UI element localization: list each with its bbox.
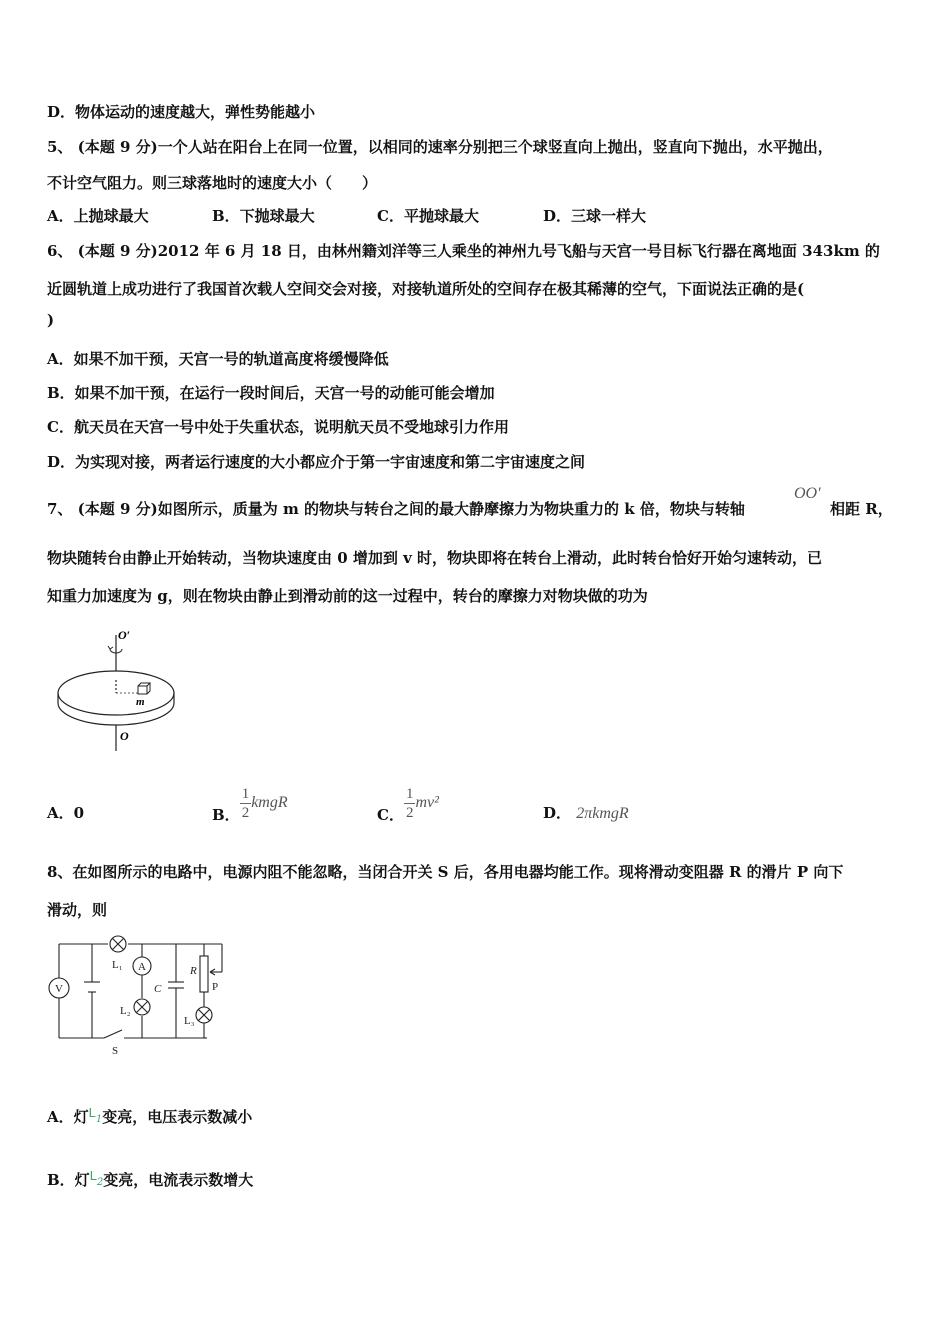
- q7-option-d: [543, 803, 629, 824]
- q7-axis-symbol: OO′: [794, 485, 821, 502]
- q7-option-c-label: C．: [377, 806, 404, 824]
- q8-option-a-subscript: 1: [95, 1114, 103, 1125]
- switch-label: S: [112, 1045, 119, 1057]
- q7-option-b-expr: kmgR: [251, 794, 288, 811]
- q6-option-a: A．如果不加干预，天宫一号的轨道高度将缓慢降低: [47, 350, 389, 368]
- q5-option-c: C．平抛球最大: [377, 207, 479, 225]
- q8-option-a-text: 变亮，电压表示数减小: [102, 1108, 253, 1126]
- q5-option-a: A．上抛球最大: [47, 207, 149, 225]
- q7-option-a: A．0: [47, 804, 85, 822]
- fig-label-m: m: [136, 696, 145, 708]
- q7-option-d-label: D．: [543, 804, 572, 822]
- ammeter-label: A: [138, 961, 146, 973]
- q6-option-b: B．如果不加干预，在运行一段时间后，天宫一号的动能可能会增加: [47, 384, 495, 402]
- q8-option-b: [47, 1166, 253, 1193]
- q5-option-d: D．三球一样大: [543, 207, 647, 225]
- q8-option-b-prefix: B．灯: [47, 1171, 90, 1189]
- rheostat-label: R: [190, 965, 197, 977]
- q8-option-b-text: 变亮，电流表示数增大: [103, 1171, 254, 1189]
- q8-option-b-lamp: L: [89, 1168, 97, 1183]
- q7-option-b-label: B．: [212, 806, 240, 824]
- q7-stem-line1a: 7、 (本题 9 分)如图所示，质量为 m 的物块与转台之间的最大静摩擦力为物块重力的 k 倍，物块与转轴: [47, 500, 745, 518]
- lamp-l1-label: L₁: [112, 959, 123, 971]
- turntable-figure: [50, 625, 230, 755]
- q7-option-b-fraction: [240, 785, 252, 822]
- q8-option-b-subscript: 2: [96, 1177, 104, 1188]
- q8-option-a-lamp: L: [88, 1105, 96, 1120]
- q4-option-d: D．物体运动的速度越大，弹性势能越小: [47, 103, 316, 121]
- q7-stem-line3: 知重力加速度为 g，则在物块由静止到滑动前的这一过程中，转台的摩擦力对物块做的功为: [47, 587, 648, 605]
- q7-option-b: [212, 781, 288, 825]
- q7-option-c-fraction: [404, 785, 416, 822]
- q6-stem-line3: ): [47, 311, 55, 329]
- q7-option-c-expr: mv²: [415, 794, 439, 811]
- voltmeter-label: V: [55, 983, 63, 995]
- q5-stem-line1: 5、 (本题 9 分)一个人站在阳台上在同一位置，以相同的速率分别把三个球竖直向上抛出，竖直向下抛出，水平抛出，: [47, 138, 833, 156]
- q7-option-d-expr: 2πkmgR: [576, 805, 629, 822]
- circuit-figure: [44, 932, 234, 1057]
- q7-option-c-numerator: 1: [405, 785, 414, 802]
- q8-stem-line2: 滑动，则: [47, 901, 108, 919]
- capacitor-label: C: [154, 983, 162, 995]
- q8-option-a-prefix: A．灯: [47, 1108, 89, 1126]
- q7-option-c-denominator: 2: [405, 804, 414, 821]
- q5-stem-line2: 不计空气阻力。则三球落地时的速度大小（ ）: [47, 174, 378, 192]
- q7-option-b-numerator: 1: [241, 785, 250, 802]
- q8-stem-line1: 8、在如图所示的电路中，电源内阻不能忽略，当闭合开关 S 后，各用电器均能工作。现将滑动变阻器 R 的滑片 P 向下: [47, 863, 844, 881]
- q7-option-c: [377, 781, 439, 825]
- lamp-l3-label: L₃: [184, 1015, 195, 1027]
- lamp-l2-label: L₂: [120, 1005, 131, 1017]
- slider-label: P: [212, 981, 219, 993]
- fig-label-o: O: [120, 729, 129, 743]
- q7-option-b-denominator: 2: [241, 804, 250, 821]
- q6-stem-line2: 近圆轨道上成功进行了我国首次载人空间交会对接，对接轨道所处的空间存在极其稀薄的空气，下面说法正确的是(: [47, 280, 805, 298]
- q6-option-d: D．为实现对接，两者运行速度的大小都应介于第一宇宙速度和第二宇宙速度之间: [47, 453, 586, 471]
- q7-stem-line1b: 相距 R，: [830, 500, 893, 518]
- q8-option-a: [47, 1103, 252, 1130]
- fig-label-o-prime: O′: [118, 628, 131, 642]
- q6-option-c: C．航天员在天宫一号中处于失重状态，说明航天员不受地球引力作用: [47, 418, 509, 436]
- q5-option-b: B．下抛球最大: [212, 207, 315, 225]
- q6-stem-line1: 6、 (本题 9 分)2012 年 6 月 18 日，由林州籍刘洋等三人乘坐的神州九号飞船与天宫一号目标飞行器在离地面 343km 的: [47, 242, 880, 260]
- q7-stem-line2: 物块随转台由静止开始转动，当物块速度由 0 增加到 v 时，物块即将在转台上滑动，此时转台恰好开始匀速转动，已: [47, 549, 823, 567]
